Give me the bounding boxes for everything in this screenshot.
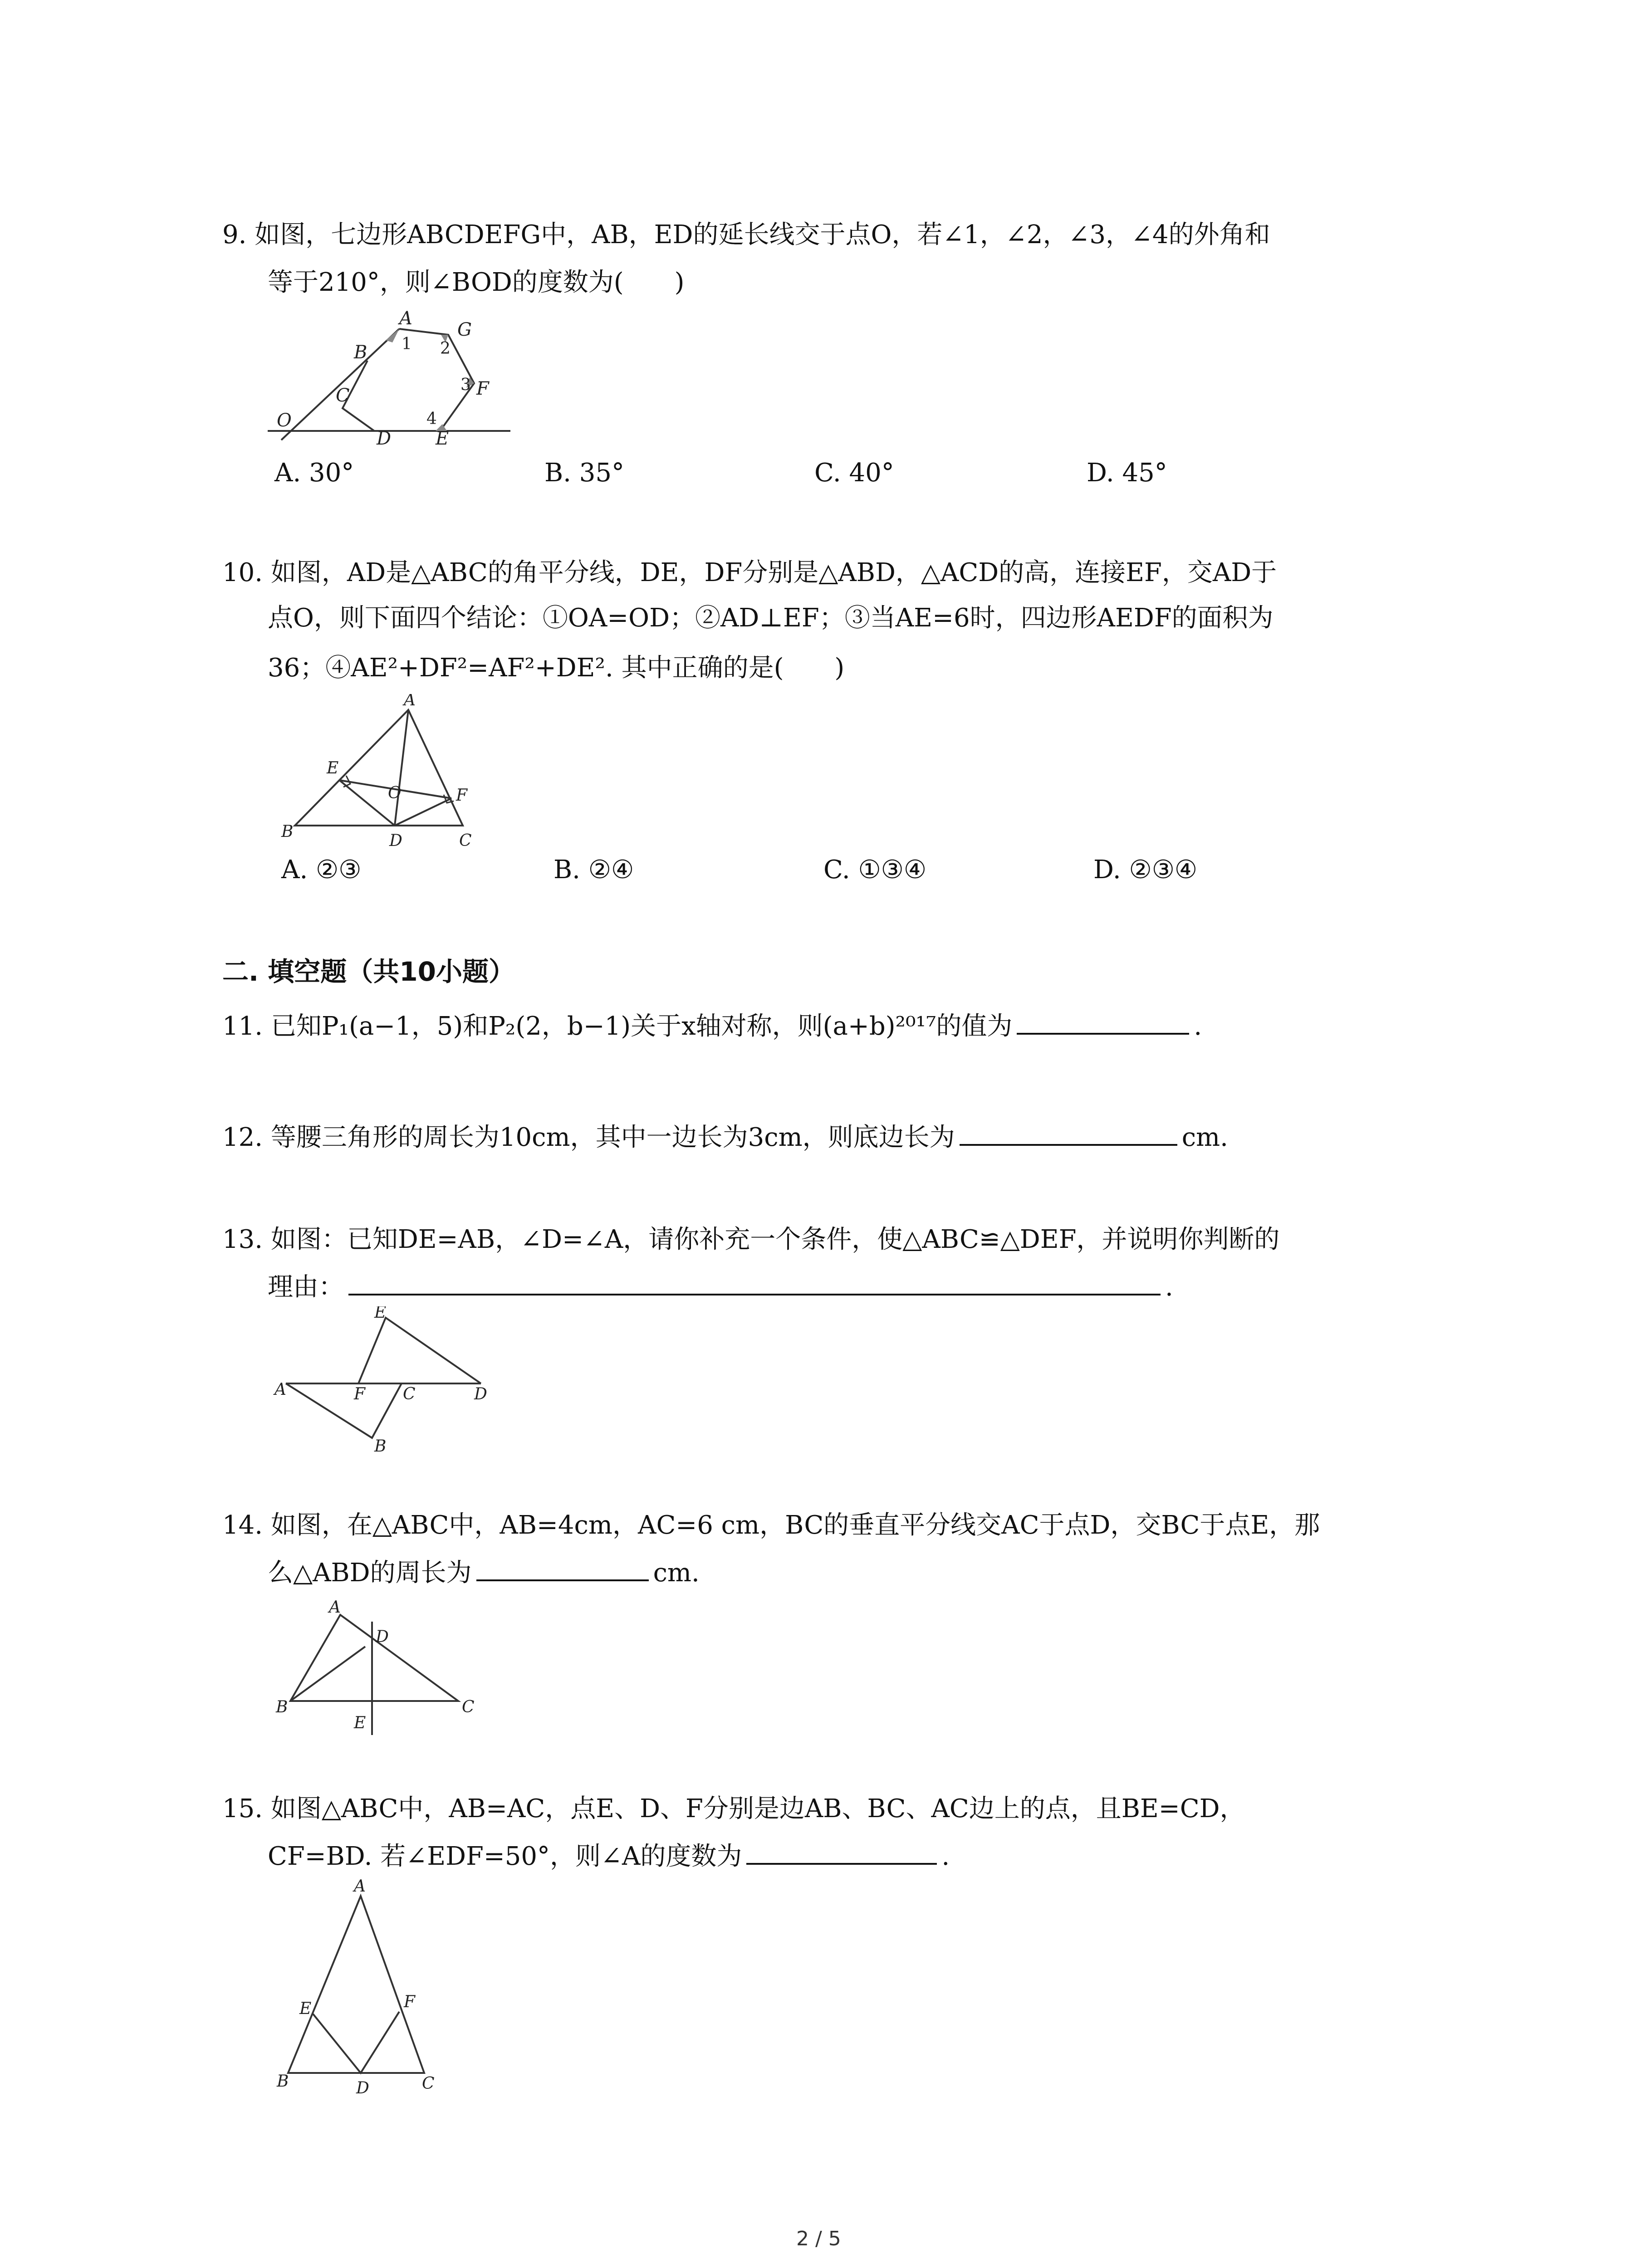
q11-end: .: [1194, 1012, 1202, 1041]
q9-fig-label: A: [399, 308, 412, 329]
q15-text-line1: 15. 如图△ABC中，AB=AC，点E、D、F分别是边AB、BC、AC边上的点，且BE=CD，: [222, 1794, 1245, 1823]
q9-fig-label: 4: [426, 410, 437, 428]
q13-fig-label: C: [403, 1385, 416, 1403]
page-number: 2 / 5: [796, 2227, 841, 2250]
q10-fig-label: F: [456, 786, 467, 805]
q15-triangle-figure: [272, 1878, 454, 2105]
q15-fig-label: D: [356, 2079, 369, 2097]
q9-text-line1: 9. 如图，七边形ABCDEFG中，AB，ED的延长线交于点O，若∠1，∠2，∠3，∠4的外角和: [222, 220, 1270, 249]
q9-option-b: B. 35°: [544, 458, 625, 488]
q14-text-line1: 14. 如图，在△ABC中，AB=4cm，AC=6 cm，BC的垂直平分线交AC于点D，交BC于点E，那: [222, 1510, 1320, 1540]
q9-fig-label: C: [336, 385, 350, 406]
q13-fig-label: A: [274, 1380, 286, 1399]
q10-fig-label: A: [404, 694, 416, 709]
q10-text-line1: 10. 如图，AD是△ABC的角平分线，DE，DF分别是△ABD，△ACD的高，连接EF，交AD于: [222, 558, 1277, 587]
q14-answer-blank[interactable]: [476, 1579, 649, 1581]
q15-fig-label: E: [299, 1999, 312, 2018]
q13-reason-label: 理由：: [268, 1272, 344, 1302]
q10-option-b: B. ②④: [554, 855, 634, 885]
q9-heptagon-figure: [263, 299, 517, 449]
q14-fig-label: A: [329, 1598, 341, 1617]
q9-fig-label: O: [277, 410, 292, 431]
q13-fig-label: E: [374, 1306, 387, 1322]
q10-fig-label: B: [281, 822, 294, 841]
q13-text-line2: [268, 1272, 1173, 1302]
q10-fig-label: C: [459, 831, 472, 850]
q13-answer-blank[interactable]: [348, 1294, 1161, 1295]
q10-text-line2: 点O，则下面四个结论：①OA=OD；②AD⊥EF；③当AE=6时，四边形AEDF的面积为: [268, 603, 1274, 633]
q11-question: 11. 已知P₁(a−1，5)和P₂(2，b−1)关于x轴对称，则(a+b)²⁰¹⁷的值为: [222, 1012, 1013, 1041]
q9-option-d: D. 45°: [1087, 458, 1167, 488]
section-title: 二. 填空题（共10小题）: [222, 956, 515, 987]
q12-question: 12. 等腰三角形的周长为10cm，其中一边长为3cm，则底边长为: [222, 1123, 955, 1152]
q11-text: [222, 1014, 1202, 1039]
q15-fig-label: B: [277, 2072, 289, 2091]
q9-fig-label: E: [436, 428, 449, 449]
q13-triangles-figure: [272, 1306, 499, 1461]
q10-option-a: A. ②③: [281, 855, 362, 885]
q14-end: cm.: [653, 1558, 700, 1588]
q10-option-c: C. ①③④: [823, 855, 927, 885]
q9-fig-label: D: [377, 428, 392, 449]
q9-fig-label: G: [457, 319, 472, 340]
q14-fig-label: E: [354, 1714, 366, 1732]
q9-text-line2: 等于210°，则∠BOD的度数为( ): [268, 268, 685, 297]
q10-fig-label: O: [388, 784, 402, 802]
q15-end: .: [941, 1842, 950, 1871]
q14-text-line2: [268, 1560, 700, 1586]
q13-end: .: [1165, 1272, 1173, 1302]
q12-text: [222, 1125, 1228, 1150]
q14-question: 么△ABD的周长为: [268, 1558, 472, 1588]
q14-fig-label: C: [462, 1698, 475, 1716]
q10-text-line3: 36；④AE²+DF²=AF²+DE². 其中正确的是( ): [268, 653, 845, 683]
q9-fig-label: B: [354, 342, 367, 363]
q9-fig-label: F: [476, 378, 489, 399]
q15-fig-label: F: [404, 1993, 415, 2011]
q10-fig-label: D: [389, 831, 402, 850]
q9-fig-label: 2: [440, 339, 451, 358]
q13-text-line1: 13. 如图：已知DE=AB，∠D=∠A，请你补充一个条件，使△ABC≌△DEF，并说明你判断的: [222, 1225, 1280, 1254]
q15-fig-label: A: [354, 1878, 366, 1896]
q15-answer-blank[interactable]: [746, 1863, 937, 1865]
q9-fig-label: 1: [402, 335, 412, 353]
q10-fig-label: E: [327, 759, 339, 777]
q12-end: cm.: [1181, 1123, 1228, 1152]
q9-option-a: A. 30°: [274, 458, 354, 488]
q12-answer-blank[interactable]: [960, 1144, 1177, 1146]
q15-text-line2: [268, 1844, 950, 1869]
q10-option-d: D. ②③④: [1093, 855, 1198, 885]
q13-fig-label: D: [474, 1385, 487, 1403]
q10-triangle-figure: [272, 694, 508, 853]
q11-answer-blank[interactable]: [1017, 1033, 1189, 1035]
q14-triangle-figure: [272, 1597, 485, 1742]
q15-fig-label: C: [422, 2074, 435, 2093]
q14-fig-label: D: [376, 1628, 389, 1646]
q13-fig-label: B: [374, 1437, 387, 1456]
q9-fig-label: 3: [460, 376, 471, 394]
q15-question: CF=BD. 若∠EDF=50°，则∠A的度数为: [268, 1842, 742, 1871]
q9-option-c: C. 40°: [814, 458, 894, 488]
q13-fig-label: F: [354, 1385, 365, 1403]
q14-fig-label: B: [276, 1698, 288, 1716]
